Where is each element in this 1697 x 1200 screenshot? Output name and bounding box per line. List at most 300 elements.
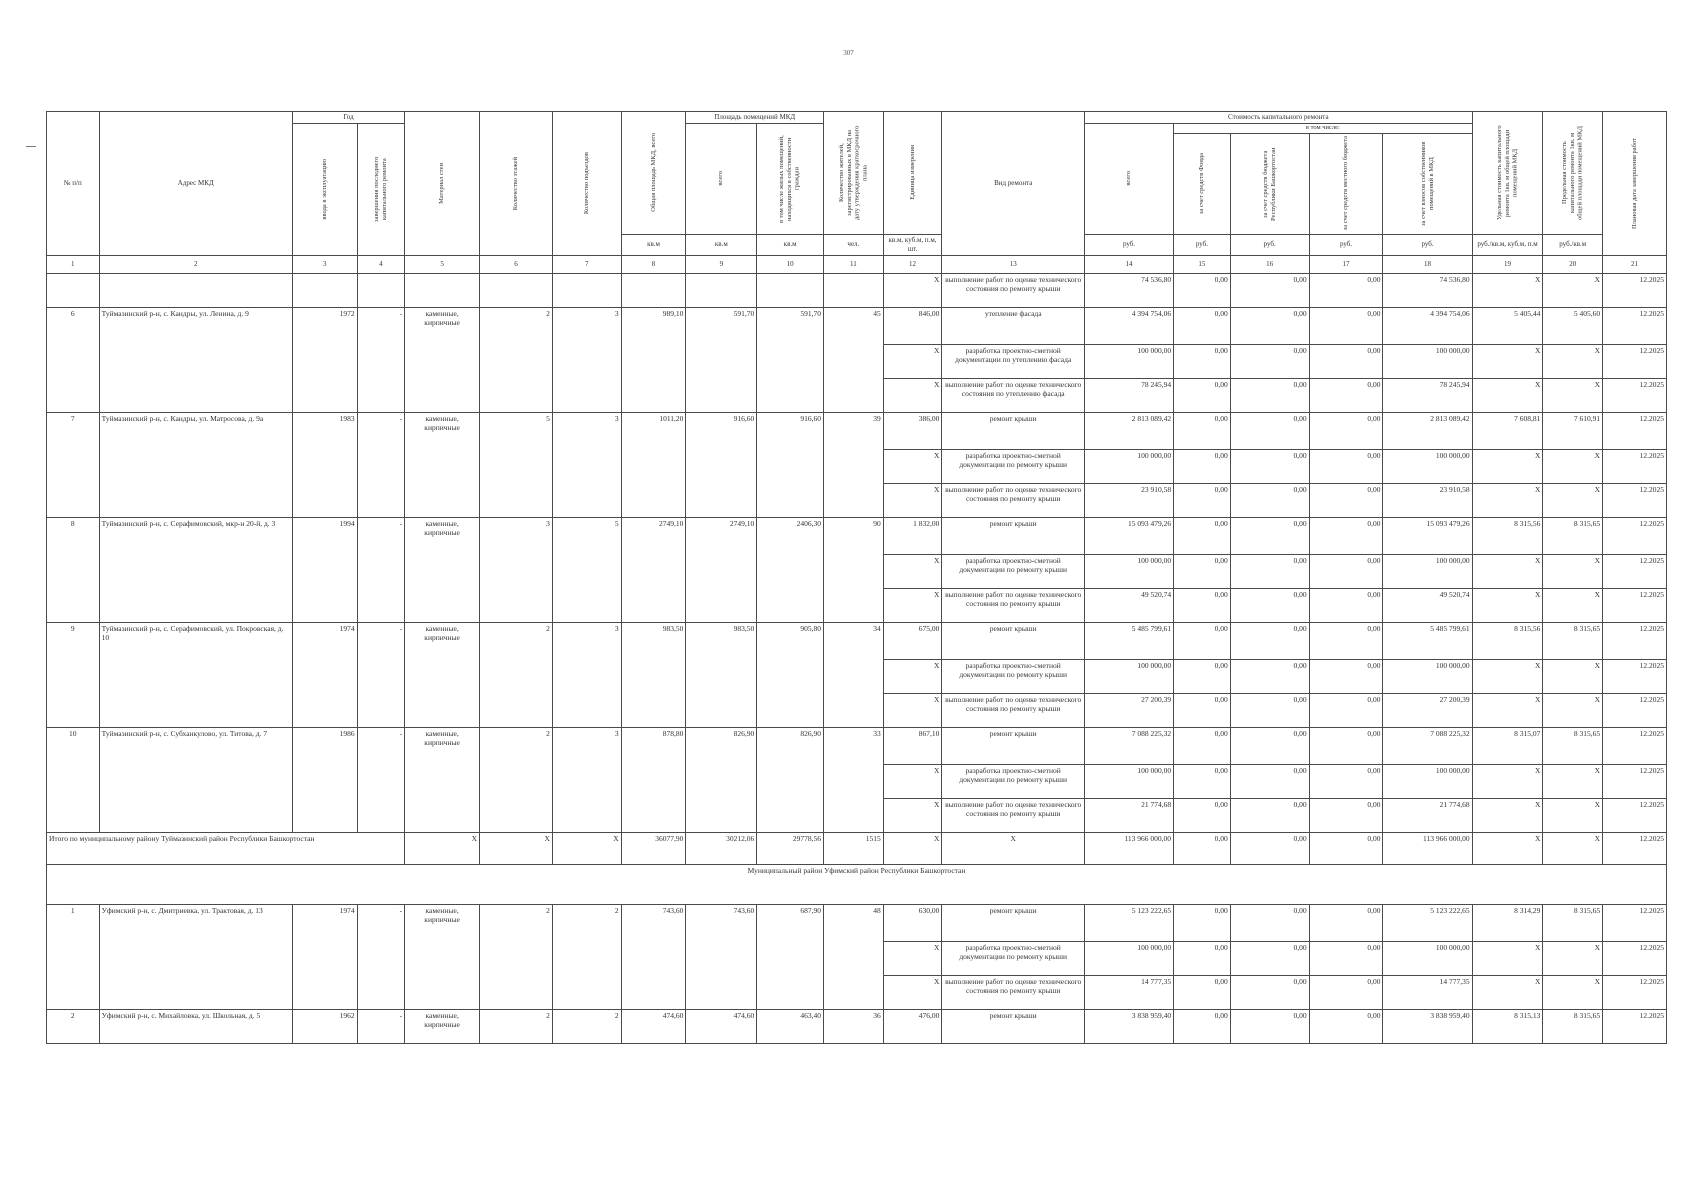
cell-cost-local: 0,00 — [1309, 941, 1383, 975]
cell-cost-local: 0,00 — [1309, 449, 1383, 483]
col-num: 13 — [942, 255, 1085, 273]
cell-unit-cost: X — [1472, 798, 1543, 832]
cell-entrances: 3 — [552, 622, 621, 727]
cell-measure: X — [883, 941, 942, 975]
cell-cost-total: 74 536,80 — [1085, 273, 1174, 307]
cell-cost-fund: 0,00 — [1174, 588, 1231, 622]
cell-empty — [357, 273, 405, 307]
cell-max-cost: 8 315,65 — [1543, 517, 1603, 554]
cell-deadline: 12.2025 — [1603, 622, 1667, 659]
cell-cost-total: 100 000,00 — [1085, 764, 1174, 798]
cell-cost-republic: 0,00 — [1230, 904, 1309, 941]
header-wall-material: Материал стен — [405, 112, 480, 256]
cell-address: Туймазинский р-н, с. Серафимовский, мкр-н 20-й, д. 3 — [99, 517, 292, 622]
col-num: 2 — [99, 255, 292, 273]
unit-cost-owners: руб. — [1383, 234, 1472, 255]
header-cost-republic: за счет средств бюджета Республики Башкортостан — [1231, 134, 1310, 234]
cell-cost-republic: 0,00 — [1230, 798, 1309, 832]
cell-cost-owners: 100 000,00 — [1383, 941, 1472, 975]
cell-repair-type: ремонт крыши — [942, 622, 1085, 659]
cell-year-commission: 1994 — [292, 517, 357, 622]
cell-cost-republic: 0,00 — [1230, 273, 1309, 307]
table-row-house — [47, 412, 1667, 449]
cell-premises-area: 916,60 — [686, 412, 757, 517]
cell-max-cost: X — [1543, 554, 1603, 588]
cell-unit-cost: X — [1472, 941, 1543, 975]
cell-deadline: 12.2025 — [1603, 1009, 1667, 1043]
cell-cost-republic: 0,00 — [1230, 449, 1309, 483]
col-num: 15 — [1174, 255, 1231, 273]
cell-repair-type: выполнение работ по оценке технического состояния по ремонту крыши — [942, 975, 1085, 1009]
cell-measure: X — [883, 975, 942, 1009]
header-floors: Количество этажей — [480, 112, 553, 256]
cell-measure: 675,00 — [883, 622, 942, 659]
cell-total-residents: 1515 — [824, 832, 884, 864]
cell-cost-owners: 100 000,00 — [1383, 764, 1472, 798]
cell-cost-republic: 0,00 — [1230, 975, 1309, 1009]
cell-num: 7 — [47, 412, 100, 517]
header-cost: Стоимость капитального ремонта — [1085, 112, 1473, 124]
cell-cost-republic: 0,00 — [1230, 344, 1309, 378]
cell-cost-total: 100 000,00 — [1085, 344, 1174, 378]
cell-cost-local: 0,00 — [1309, 1009, 1383, 1043]
col-num: 10 — [757, 255, 824, 273]
cell-cost-republic: 0,00 — [1230, 588, 1309, 622]
cell-cost-owners: 4 394 754,06 — [1383, 307, 1472, 344]
cell-unit-cost: 8 315,56 — [1472, 517, 1543, 554]
unit-owned: кв.м — [757, 234, 824, 255]
cell-cost-fund: 0,00 — [1174, 1009, 1231, 1043]
cell-num: 10 — [47, 727, 100, 832]
cell-floors: 3 — [480, 517, 553, 622]
cell-owned-area: 916,60 — [757, 412, 824, 517]
cell-deadline: 12.2025 — [1603, 659, 1667, 693]
cell-repair-type: выполнение работ по оценке технического состояния по ремонту крыши — [942, 483, 1085, 517]
cell-max-cost: X — [1543, 941, 1603, 975]
cell-total-area: 983,50 — [621, 622, 686, 727]
cell-residents: 33 — [824, 727, 884, 832]
cell-deadline: 12.2025 — [1603, 412, 1667, 449]
cell-deadline: 12.2025 — [1603, 832, 1667, 864]
header-entrances: Количество подъездов — [552, 112, 621, 256]
cell-address: Уфимский р-н, с. Михайловка, ул. Школьная, д. 5 — [99, 1009, 292, 1043]
cell-total-material: X — [405, 832, 480, 864]
cell-total-area: 989,10 — [621, 307, 686, 412]
header-premises-total: всего — [686, 124, 757, 234]
cell-cost-owners: 100 000,00 — [1383, 449, 1472, 483]
cell-max-cost: X — [1543, 273, 1603, 307]
cell-cost-local: 0,00 — [1309, 412, 1383, 449]
cell-cost-republic: 0,00 — [1230, 832, 1309, 864]
cell-cost-fund: 0,00 — [1174, 941, 1231, 975]
table-row-house — [47, 904, 1667, 941]
cell-repair-type: ремонт крыши — [942, 1009, 1085, 1043]
cell-cost-local: 0,00 — [1309, 904, 1383, 941]
cell-total-area: 743,60 — [621, 904, 686, 1009]
cell-owned-area: 2406,30 — [757, 517, 824, 622]
cell-wall-material: каменные, кирпичные — [405, 1009, 480, 1043]
cell-empty — [99, 273, 292, 307]
cell-deadline: 12.2025 — [1603, 693, 1667, 727]
cell-cost-fund: 0,00 — [1174, 344, 1231, 378]
cell-cost-total: 100 000,00 — [1085, 941, 1174, 975]
cell-total-area: 2749,10 — [621, 517, 686, 622]
table-row-house — [47, 517, 1667, 554]
cell-deadline: 12.2025 — [1603, 378, 1667, 412]
header-cost-total: всего — [1085, 124, 1174, 234]
header-num: № п/п — [47, 112, 100, 256]
cell-measure: X — [883, 764, 942, 798]
col-num: 6 — [480, 255, 553, 273]
unit-measure: кв.м, куб.м, п.м, шт. — [883, 234, 942, 255]
header-repair-type: Вид ремонта — [942, 112, 1085, 256]
col-num: 16 — [1230, 255, 1309, 273]
cell-entrances: 2 — [552, 904, 621, 1009]
cell-cost-fund: 0,00 — [1174, 273, 1231, 307]
cell-unit-cost: 5 405,44 — [1472, 307, 1543, 344]
cell-year-commission: 1974 — [292, 622, 357, 727]
cell-unit-cost: X — [1472, 588, 1543, 622]
cell-unit-cost: X — [1472, 378, 1543, 412]
table-row-section-heading — [47, 864, 1667, 904]
cell-deadline: 12.2025 — [1603, 307, 1667, 344]
cell-cost-local: 0,00 — [1309, 975, 1383, 1009]
cell-max-cost: X — [1543, 659, 1603, 693]
cell-max-cost: X — [1543, 378, 1603, 412]
cell-floors: 2 — [480, 904, 553, 1009]
cell-max-cost: X — [1543, 693, 1603, 727]
cell-year-commission: 1983 — [292, 412, 357, 517]
unit-max-cost: руб./кв.м — [1543, 234, 1603, 255]
cell-residents: 39 — [824, 412, 884, 517]
cell-measure: 1 832,00 — [883, 517, 942, 554]
cell-max-cost: 8 315,65 — [1543, 904, 1603, 941]
unit-cost-fund: руб. — [1174, 234, 1231, 255]
cell-year-last-repair: - — [357, 412, 405, 517]
cell-cost-fund: 0,00 — [1174, 517, 1231, 554]
cell-deadline: 12.2025 — [1603, 483, 1667, 517]
unit-premises: кв.м — [686, 234, 757, 255]
cell-owned-area: 826,90 — [757, 727, 824, 832]
cell-repair-type: разработка проектно-сметной документации по утеплению фасада — [942, 344, 1085, 378]
cell-unit-cost: 8 315,07 — [1472, 727, 1543, 764]
cell-cost-fund: 0,00 — [1174, 622, 1231, 659]
cell-cost-local: 0,00 — [1309, 693, 1383, 727]
cell-entrances: 5 — [552, 517, 621, 622]
cell-num: 8 — [47, 517, 100, 622]
cell-measure: X — [883, 273, 942, 307]
cell-total-area: 36077,90 — [621, 832, 686, 864]
cell-repair-type: ремонт крыши — [942, 727, 1085, 764]
cell-residents: 48 — [824, 904, 884, 1009]
cell-wall-material: каменные, кирпичные — [405, 307, 480, 412]
cell-cost-local: 0,00 — [1309, 622, 1383, 659]
cell-cost-republic: 0,00 — [1230, 693, 1309, 727]
header-max-cost: Предельная стоимость капитального ремонта 1кв. м общей площади помещений МКД — [1543, 112, 1603, 235]
table-row-house — [47, 622, 1667, 659]
cell-unit-cost: X — [1472, 764, 1543, 798]
cell-deadline: 12.2025 — [1603, 727, 1667, 764]
cell-measure: X — [883, 554, 942, 588]
cell-cost-local: 0,00 — [1309, 727, 1383, 764]
cell-measure: 867,10 — [883, 727, 942, 764]
cell-repair-type: выполнение работ по оценке технического состояния по ремонту крыши — [942, 273, 1085, 307]
cell-cost-owners: 15 093 479,26 — [1383, 517, 1472, 554]
cell-cost-owners: 5 485 799,61 — [1383, 622, 1472, 659]
cell-cost-local: 0,00 — [1309, 483, 1383, 517]
cell-measure: X — [883, 449, 942, 483]
cell-owned-area: 463,40 — [757, 1009, 824, 1043]
header-year: Год — [292, 112, 404, 124]
cell-year-last-repair: - — [357, 904, 405, 1009]
cell-measure: X — [883, 659, 942, 693]
scan-artifact — [26, 146, 36, 147]
cell-repair-type: выполнение работ по оценке технического состояния по утеплению фасада — [942, 378, 1085, 412]
cell-floors: 2 — [480, 307, 553, 412]
cell-num: 9 — [47, 622, 100, 727]
cell-year-commission: 1972 — [292, 307, 357, 412]
cell-measure: X — [883, 798, 942, 832]
col-num: 5 — [405, 255, 480, 273]
cell-deadline: 12.2025 — [1603, 798, 1667, 832]
cell-num: 1 — [47, 904, 100, 1009]
cell-address: Туймазинский р-н, с. Субханкулово, ул. Титова, д. 7 — [99, 727, 292, 832]
cell-measure: X — [883, 344, 942, 378]
cell-cost-republic: 0,00 — [1230, 941, 1309, 975]
cell-total-owned: 29778,56 — [757, 832, 824, 864]
cell-owned-area: 687,90 — [757, 904, 824, 1009]
cell-measure: 386,00 — [883, 412, 942, 449]
cell-unit-cost: 7 608,81 — [1472, 412, 1543, 449]
cell-empty — [552, 273, 621, 307]
cell-cost-local: 0,00 — [1309, 798, 1383, 832]
cell-cost-republic: 0,00 — [1230, 517, 1309, 554]
cell-unit-cost: X — [1472, 273, 1543, 307]
cell-repair-type: ремонт крыши — [942, 412, 1085, 449]
cell-year-last-repair: - — [357, 1009, 405, 1043]
header-year-last-repair: завершения последнего капитального ремонта — [357, 124, 405, 256]
page-number: 307 — [843, 49, 854, 57]
cell-repair-type: разработка проектно-сметной документации по ремонту крыши — [942, 449, 1085, 483]
cell-num: 2 — [47, 1009, 100, 1043]
cell-cost-total: 21 774,68 — [1085, 798, 1174, 832]
cell-cost-total: 5 123 222,65 — [1085, 904, 1174, 941]
cell-premises-area: 474,60 — [686, 1009, 757, 1043]
cell-max-cost: X — [1543, 798, 1603, 832]
header-deadline: Плановая дата завершения работ — [1603, 112, 1667, 256]
cell-max-cost: 8 315,65 — [1543, 727, 1603, 764]
header-year-commission: ввода в эксплуатацию — [292, 124, 357, 256]
cell-repair-type: выполнение работ по оценке технического состояния по ремонту крыши — [942, 798, 1085, 832]
cell-measure: X — [883, 693, 942, 727]
cell-cost-local: 0,00 — [1309, 764, 1383, 798]
cell-cost-owners: 113 966 000,00 — [1383, 832, 1472, 864]
cell-cost-fund: 0,00 — [1174, 832, 1231, 864]
cell-max-cost: X — [1543, 832, 1603, 864]
cell-repair-type: выполнение работ по оценке технического состояния по ремонту крыши — [942, 693, 1085, 727]
unit-cost-total: руб. — [1085, 234, 1174, 255]
col-num: 4 — [357, 255, 405, 273]
cell-address: Туймазинский р-н, с. Серафимовский, ул. Покровская, д. 10 — [99, 622, 292, 727]
cell-cost-total: 100 000,00 — [1085, 449, 1174, 483]
cell-cost-owners: 23 910,58 — [1383, 483, 1472, 517]
cell-num: 6 — [47, 307, 100, 412]
cell-total-floors: X — [480, 832, 553, 864]
cell-total-area: 474,60 — [621, 1009, 686, 1043]
cell-deadline: 12.2025 — [1603, 904, 1667, 941]
col-num: 11 — [824, 255, 884, 273]
cell-empty — [621, 273, 686, 307]
cell-cost-owners: 49 520,74 — [1383, 588, 1472, 622]
cell-cost-owners: 100 000,00 — [1383, 554, 1472, 588]
cell-cost-republic: 0,00 — [1230, 554, 1309, 588]
cell-cost-total: 14 777,35 — [1085, 975, 1174, 1009]
cell-cost-local: 0,00 — [1309, 832, 1383, 864]
cell-deadline: 12.2025 — [1603, 273, 1667, 307]
cell-entrances: 2 — [552, 1009, 621, 1043]
cell-cost-total: 3 838 959,40 — [1085, 1009, 1174, 1043]
unit-people: чел. — [824, 234, 884, 255]
table-row-house — [47, 727, 1667, 764]
cell-address: Уфимский р-н, с. Дмитриевка, ул. Трактовая, д. 13 — [99, 904, 292, 1009]
cell-deadline: 12.2025 — [1603, 344, 1667, 378]
cell-year-last-repair: - — [357, 622, 405, 727]
cell-unit-cost: X — [1472, 975, 1543, 1009]
cell-address: Туймазинский р-н, с. Кандры, ул. Ленина, д. 9 — [99, 307, 292, 412]
cell-repair-type: ремонт крыши — [942, 517, 1085, 554]
header-premises-owned: в том числе жилых помещений, находящихся в собственности граждан — [757, 124, 824, 234]
unit-cost-republic: руб. — [1230, 234, 1309, 255]
cell-wall-material: каменные, кирпичные — [405, 412, 480, 517]
cell-floors: 5 — [480, 412, 553, 517]
cell-residents: 90 — [824, 517, 884, 622]
cell-empty — [480, 273, 553, 307]
cell-cost-republic: 0,00 — [1230, 1009, 1309, 1043]
cell-total-entrances: X — [552, 832, 621, 864]
cell-measure: 630,00 — [883, 904, 942, 941]
cell-measure: X — [883, 378, 942, 412]
cell-cost-local: 0,00 — [1309, 659, 1383, 693]
cell-cost-total: 15 093 479,26 — [1085, 517, 1174, 554]
cell-measure: 476,00 — [883, 1009, 942, 1043]
cell-year-commission: 1974 — [292, 904, 357, 1009]
cell-unit-cost: 8 315,13 — [1472, 1009, 1543, 1043]
cell-deadline: 12.2025 — [1603, 975, 1667, 1009]
cell-year-last-repair: - — [357, 307, 405, 412]
cell-deadline: 12.2025 — [1603, 941, 1667, 975]
cell-max-cost: X — [1543, 588, 1603, 622]
cell-deadline: 12.2025 — [1603, 554, 1667, 588]
header-residents: Количество жителей, зарегистрированных в МКД на дату утверждения краткосрочного плана — [824, 112, 884, 235]
cell-cost-owners: 100 000,00 — [1383, 659, 1472, 693]
cell-cost-republic: 0,00 — [1230, 622, 1309, 659]
cell-max-cost: 8 315,65 — [1543, 1009, 1603, 1043]
cell-cost-owners: 78 245,94 — [1383, 378, 1472, 412]
cell-premises-area: 2749,10 — [686, 517, 757, 622]
cell-cost-republic: 0,00 — [1230, 659, 1309, 693]
cell-unit-cost: X — [1472, 483, 1543, 517]
cell-unit-cost: X — [1472, 344, 1543, 378]
cell-measure: 846,00 — [883, 307, 942, 344]
header-address: Адрес МКД — [99, 112, 292, 256]
header-cost-fund: за счет средств Фонда — [1174, 134, 1230, 234]
cell-unit-cost: X — [1472, 554, 1543, 588]
cell-total-area: 1011,20 — [621, 412, 686, 517]
cell-cost-total: 7 088 225,32 — [1085, 727, 1174, 764]
cell-wall-material: каменные, кирпичные — [405, 517, 480, 622]
cell-cost-local: 0,00 — [1309, 344, 1383, 378]
cell-address: Туймазинский р-н, с. Кандры, ул. Матросова, д. 9а — [99, 412, 292, 517]
header-row-1 — [47, 112, 1667, 124]
col-num: 20 — [1543, 255, 1603, 273]
cell-owned-area: 905,80 — [757, 622, 824, 727]
cell-cost-fund: 0,00 — [1174, 449, 1231, 483]
cell-total-label: Итого по муниципальному району Туймазинский район Республики Башкортостан — [47, 832, 405, 864]
unit-area: кв.м — [621, 234, 686, 255]
cell-unit-cost: 8 315,56 — [1472, 622, 1543, 659]
cell-cost-republic: 0,00 — [1230, 412, 1309, 449]
col-num: 7 — [552, 255, 621, 273]
header-unit-cost: Удельная стоимость капитального ремонта 1кв. м общей площади помещений МКД — [1472, 112, 1543, 235]
cell-max-cost: X — [1543, 449, 1603, 483]
cell-cost-fund: 0,00 — [1174, 904, 1231, 941]
cell-floors: 2 — [480, 622, 553, 727]
header-premises-area: Площадь помещений МКД — [686, 112, 824, 124]
cell-premises-area: 743,60 — [686, 904, 757, 1009]
header-cost-including-label: в том числе: — [1174, 124, 1472, 133]
cell-repair-type: разработка проектно-сметной документации по ремонту крыши — [942, 554, 1085, 588]
cell-unit-cost: 8 314,29 — [1472, 904, 1543, 941]
section-heading: Муниципальный район Уфимский район Республики Башкортостан — [47, 864, 1667, 904]
column-numbers-row — [47, 255, 1667, 273]
cell-floors: 2 — [480, 1009, 553, 1043]
cell-total-area: 878,80 — [621, 727, 686, 832]
cell-cost-local: 0,00 — [1309, 273, 1383, 307]
cell-cost-fund: 0,00 — [1174, 659, 1231, 693]
cell-cost-total: 2 813 089,42 — [1085, 412, 1174, 449]
cell-cost-republic: 0,00 — [1230, 378, 1309, 412]
col-num: 12 — [883, 255, 942, 273]
cell-max-cost: 8 315,65 — [1543, 622, 1603, 659]
cell-cost-owners: 5 123 222,65 — [1383, 904, 1472, 941]
cell-entrances: 3 — [552, 307, 621, 412]
cell-residents: 36 — [824, 1009, 884, 1043]
cell-cost-republic: 0,00 — [1230, 483, 1309, 517]
cell-cost-owners: 3 838 959,40 — [1383, 1009, 1472, 1043]
capital-repair-table — [46, 111, 1667, 1044]
col-num: 1 — [47, 255, 100, 273]
cell-cost-fund: 0,00 — [1174, 554, 1231, 588]
cell-cost-owners: 7 088 225,32 — [1383, 727, 1472, 764]
cell-cost-owners: 74 536,80 — [1383, 273, 1472, 307]
col-num: 19 — [1472, 255, 1543, 273]
cell-repair-type: ремонт крыши — [942, 904, 1085, 941]
cell-cost-local: 0,00 — [1309, 517, 1383, 554]
table-row-house — [47, 1009, 1667, 1043]
cell-deadline: 12.2025 — [1603, 449, 1667, 483]
cell-year-commission: 1962 — [292, 1009, 357, 1043]
cell-owned-area: 591,70 — [757, 307, 824, 412]
header-cost-sub-table — [1174, 134, 1472, 234]
cell-max-cost: 7 610,91 — [1543, 412, 1603, 449]
table-row-house — [47, 307, 1667, 344]
cell-empty — [405, 273, 480, 307]
cell-cost-owners: 2 813 089,42 — [1383, 412, 1472, 449]
cell-measure: X — [883, 588, 942, 622]
cell-measure: X — [883, 483, 942, 517]
cell-repair-type: X — [942, 832, 1085, 864]
unit-cost-local: руб. — [1309, 234, 1383, 255]
